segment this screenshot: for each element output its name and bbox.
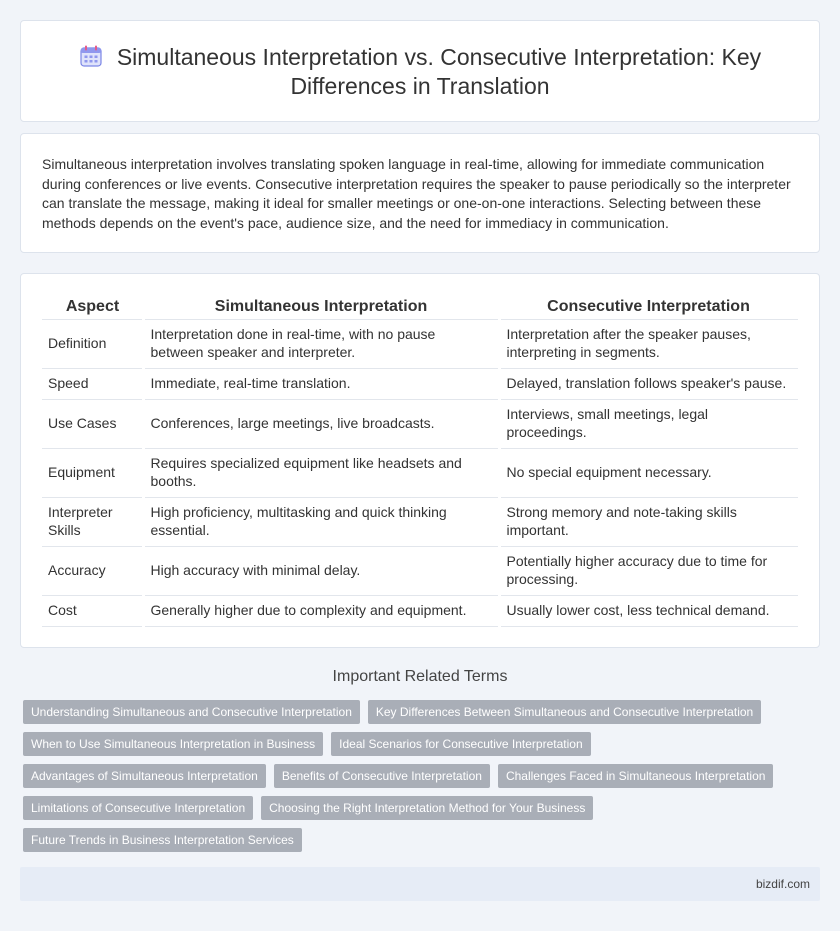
table-row (42, 546, 798, 595)
simultaneous-cell: High accuracy with minimal delay. (143, 546, 499, 595)
table-row (42, 595, 798, 626)
column-header-consecutive: Consecutive Interpretation (499, 296, 798, 319)
intro-card (20, 133, 820, 253)
table-row (42, 368, 798, 399)
consecutive-cell: Interpretation after the speaker pauses, interpreting in segments. (499, 319, 798, 368)
footer-site-name: bizdif.com (755, 877, 810, 891)
related-terms-list (23, 700, 803, 852)
simultaneous-cell: High proficiency, multitasking and quick thinking essential. (143, 497, 499, 546)
calendar-icon (79, 44, 103, 68)
table-header-row (42, 296, 798, 319)
consecutive-cell: Interviews, small meetings, legal proceedings. (499, 399, 798, 448)
consecutive-cell: Delayed, translation follows speaker's pause. (499, 368, 798, 399)
simultaneous-cell: Immediate, real-time translation. (143, 368, 499, 399)
comparison-table (42, 296, 798, 627)
aspect-cell: Cost (42, 595, 143, 626)
column-header-simultaneous: Simultaneous Interpretation (143, 296, 499, 319)
consecutive-cell: Strong memory and note-taking skills important. (499, 497, 798, 546)
simultaneous-cell: Generally higher due to complexity and equipment. (143, 595, 499, 626)
consecutive-cell: No special equipment necessary. (499, 448, 798, 497)
table-row (42, 319, 798, 368)
simultaneous-cell: Requires specialized equipment like headsets and booths. (143, 448, 499, 497)
related-term-link[interactable]: Choosing the Right Interpretation Method for Your Business (261, 796, 593, 820)
aspect-cell: Use Cases (42, 399, 143, 448)
related-term-link[interactable]: Key Differences Between Simultaneous and Consecutive Interpretation (368, 700, 761, 724)
related-term-link[interactable]: Future Trends in Business Interpretation Services (23, 828, 302, 852)
header-card (20, 20, 820, 122)
table-row (42, 448, 798, 497)
column-header-aspect: Aspect (42, 296, 143, 319)
table-row (42, 497, 798, 546)
page-title (21, 43, 819, 101)
comparison-card (20, 273, 820, 648)
aspect-cell: Equipment (42, 448, 143, 497)
intro-paragraph: Simultaneous interpretation involves translating spoken language in real-time, allowing for immediate communication during conferences or live events. Consecutive interpretation requires the speaker to pause periodically so the interpreter can translate the message, making it ideal for smaller meetings or one-on-one interactions. Selecting between these methods depends on the event's pace, audience size, and the need for immediacy in communication. (42, 156, 791, 231)
consecutive-cell: Usually lower cost, less technical demand. (499, 595, 798, 626)
simultaneous-cell: Interpretation done in real-time, with no pause between speaker and interpreter. (143, 319, 499, 368)
related-term-link[interactable]: Limitations of Consecutive Interpretation (23, 796, 253, 820)
related-term-link[interactable]: Challenges Faced in Simultaneous Interpretation (498, 764, 774, 788)
simultaneous-cell: Conferences, large meetings, live broadcasts. (143, 399, 499, 448)
table-row (42, 399, 798, 448)
related-term-link[interactable]: Understanding Simultaneous and Consecutive Interpretation (23, 700, 360, 724)
related-term-link[interactable]: Ideal Scenarios for Consecutive Interpretation (331, 732, 590, 756)
related-term-link[interactable]: When to Use Simultaneous Interpretation in Business (23, 732, 323, 756)
consecutive-cell: Potentially higher accuracy due to time for processing. (499, 546, 798, 595)
footer (20, 867, 820, 901)
related-term-link[interactable]: Benefits of Consecutive Interpretation (274, 764, 490, 788)
page-title-text: Simultaneous Interpretation vs. Consecutive Interpretation: Key Differences in Translation (116, 44, 762, 99)
related-terms-title: Important Related Terms (332, 668, 508, 685)
aspect-cell: Speed (42, 368, 143, 399)
aspect-cell: Definition (42, 319, 143, 368)
related-term-link[interactable]: Advantages of Simultaneous Interpretation (23, 764, 266, 788)
aspect-cell: Accuracy (42, 546, 143, 595)
aspect-cell: Interpreter Skills (42, 497, 143, 546)
